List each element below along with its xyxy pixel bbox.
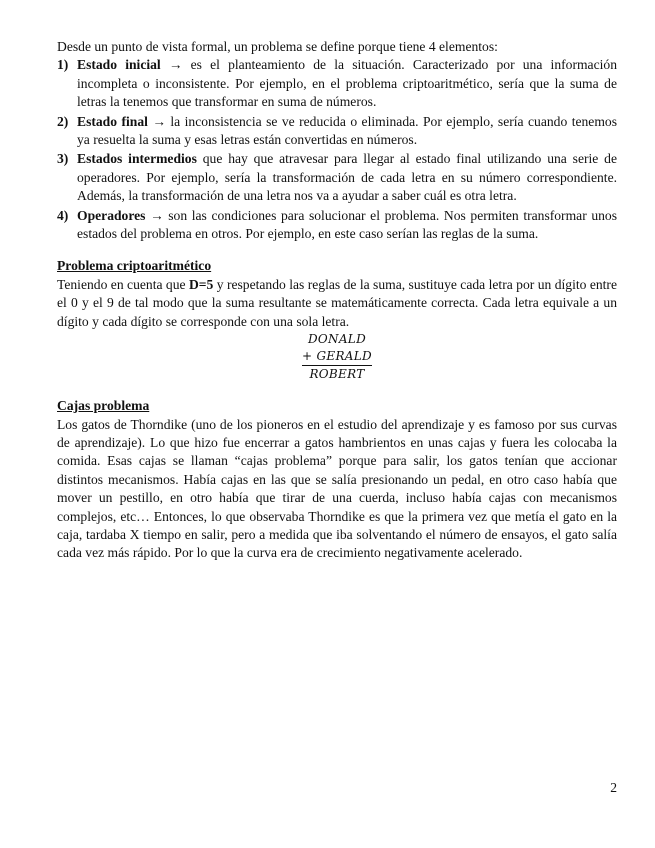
arrow-icon: →	[168, 57, 183, 73]
intro-paragraph: Desde un punto de vista formal, un problema se define porque tiene 4 elementos:	[57, 39, 498, 54]
arrow-icon: →	[150, 207, 164, 223]
item-term: Estado inicial	[77, 57, 161, 73]
item-text: es el planteamiento de la situación. Caracterizado por una información incompleta o inconsistente. Por ejemplo, en el problema criptoaritmético, sería que la suma de letras la tenemos que transformar en suma de números.	[77, 57, 617, 110]
cajas-paragraph: Los gatos de Thorndike (uno de los pioneros en el estudio del aprendizaje y es famoso por sus curvas de aprendizaje). Lo que hizo fue encerrar a gatos hambrientos en unas cajas y fuera les colocaba la comida. Esas cajas se llaman “cajas problema” porque para salir, los gatos tenían que accionar distintos mecanismos. Había cajas en las que se salía presionando un pedal, en otro caso había que mover un pestillo, en otro había que tirar de una cuerda, incluso había cajas con mecanismos complejos, etc… Entonces, lo que observaba Thorndike es que la primera vez que metía el gato en la caja, tardaba X tiempo en salir, pero a medida que iba solventando el número de ensayos, el gato salía cada vez más rápido. Por lo que la curva era de crecimiento negativamente acelerado.	[57, 416, 617, 561]
item-text: que hay que atravesar para llegar al estado final utilizando una serie de operadores. Por ejemplo, sería la transformación de cada letra en su número correspondiente. Además, la transformación de una letra nos va a ayudar a saber cuál es otra letra.	[77, 151, 617, 204]
criptoaritmetico-paragraph	[57, 276, 617, 331]
paragraph-text: Teniendo en cuenta que	[57, 276, 189, 292]
section-heading-cajas: Cajas problema	[57, 398, 150, 414]
item-text: son las condiciones para solucionar el problema. Nos permiten transformar unos estados del problema en otros. Por ejemplo, en este caso serían las reglas de la suma.	[77, 207, 617, 242]
equation-line-2: + GERALD	[302, 348, 372, 366]
equation-result: ROBERT	[309, 367, 365, 382]
item-term: Estados intermedios	[77, 151, 197, 167]
list-item	[57, 207, 617, 244]
page-number: 2	[610, 780, 617, 795]
cryptarithm-equation	[302, 331, 372, 383]
elements-list	[57, 56, 617, 243]
list-item	[57, 113, 617, 150]
equation-line-1: DONALD	[307, 332, 366, 347]
item-number: 4)	[57, 207, 69, 223]
item-term: Estado final	[77, 113, 148, 129]
section-heading-criptoaritmetico: Problema criptoaritmético	[57, 258, 212, 274]
list-item	[57, 56, 617, 111]
arrow-icon: →	[152, 113, 166, 129]
paragraph-text: y respetando las reglas de la suma, sustituye cada letra por un dígito entre el 0 y el 9 de tal modo que la suma resultante se matemáticamente correcta. Cada letra equivale a un dígito y cada dígito se corresponde con una sola letra.	[57, 276, 617, 329]
item-text: la inconsistencia se ve reducida o eliminada. Por ejemplo, sería cuando tenemos ya resuelta la suma y esas letras están convertidas en números.	[77, 113, 617, 148]
item-number: 2)	[57, 113, 69, 129]
document-page	[57, 38, 617, 563]
list-item	[57, 150, 617, 205]
item-number: 3)	[57, 151, 69, 167]
item-term: Operadores	[77, 207, 146, 223]
item-number: 1)	[57, 57, 69, 73]
bold-text: D=5	[188, 276, 214, 292]
